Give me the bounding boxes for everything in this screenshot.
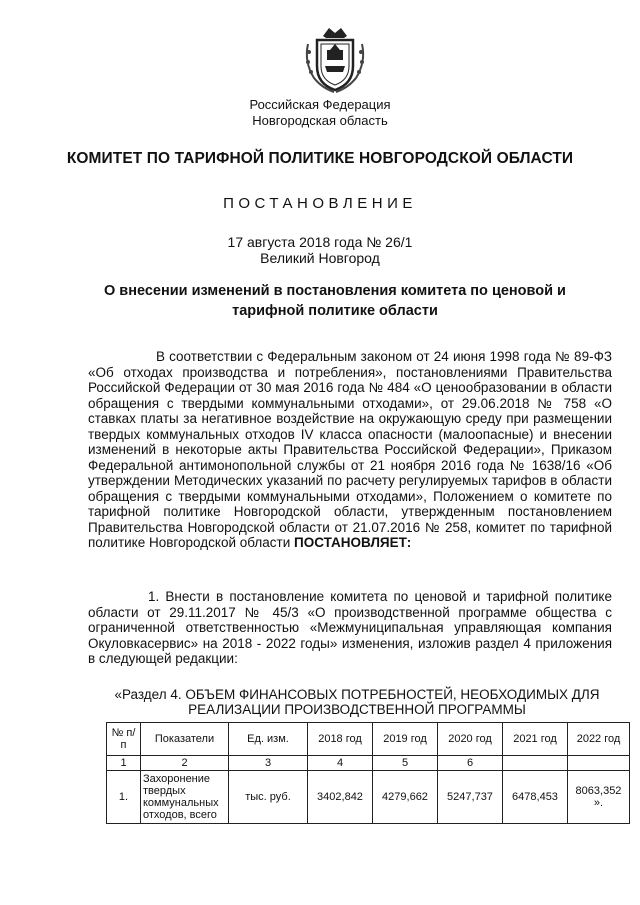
document-type: ПОСТАНОВЛЕНИЕ xyxy=(223,195,417,212)
date-and-number: 17 августа 2018 года № 26/1 xyxy=(227,234,413,250)
table-cell: 6478,453 xyxy=(503,771,568,824)
table-cell: 4279,662 xyxy=(373,771,438,824)
document-title: О внесении изменений в постановления комитета по ценовой и тарифной политике области xyxy=(104,283,566,319)
table-cell: 3402,842 xyxy=(308,771,373,824)
column-number-cell: 1 xyxy=(107,756,141,771)
column-number-cell xyxy=(568,756,630,771)
header-cell: 2020 год xyxy=(438,723,503,756)
column-number-cell: 2 xyxy=(141,756,229,771)
header-cell: 2018 год xyxy=(308,723,373,756)
column-number-cell: 3 xyxy=(229,756,308,771)
clause-1-paragraph: 1. Внести в постановление комитета по ценовой и тарифной политике области от 29.11.2017 № 45/3 «О производственной программе общества с ограниченной ответственностью «Межмуниципальная управляющая компания Окуловкасервис» на 2018 - 2022 годы» изменения, изложив раздел 4 приложения в следующей редакции: xyxy=(88,589,612,666)
table-row xyxy=(107,771,630,824)
column-number-cell: 4 xyxy=(308,756,373,771)
financial-needs-table xyxy=(106,722,630,824)
header-cell: № п/п xyxy=(107,723,141,756)
table-column-numbers-row xyxy=(107,756,630,771)
column-number-cell xyxy=(503,756,568,771)
header-cell: 2019 год xyxy=(373,723,438,756)
country-name: Российская Федерация xyxy=(249,97,391,112)
preamble-text: В соответствии с Федеральным законом от 24 июня 1998 года № 89-ФЗ «Об отходах производства и потребления», постановлениями Правительства Российской Федерации от 30 мая 2016 года № 484 «О ценообразовании в области обращения с твердыми коммунальными отходами», от 29.06.2018 № 758 «О ставках платы за негативное воздействие на окружающую среду при размещении твердых коммунальных отходов IV класса опасности (малоопасные) и внесении изменений в некоторые акты Правительства Российской Федерации», Приказом Федеральной антимонопольной службы от 21 ноября 2016 года № 1638/16 «Об утверждении Методических указаний по расчету регулируемых тарифов в области обращения с твердыми коммунальными отходами», Положением о комитете по тарифной политике Новгородской области, утвержденным постановлением Правительства Новгородской области от 21.07.2016 № 258, комитет по тарифной политике Новгородской области xyxy=(88,349,612,550)
table-cell: 1. xyxy=(107,771,141,824)
preamble-paragraph xyxy=(88,349,612,551)
committee-name: КОМИТЕТ ПО ТАРИФНОЙ ПОЛИТИКЕ НОВГОРОДСКОЙ ОБЛАСТИ xyxy=(66,150,574,167)
decree-word: ПОСТАНОВЛЯЕТ: xyxy=(294,535,412,550)
header-cell: Показатели xyxy=(141,723,229,756)
section-4-title: «Раздел 4. ОБЪЕМ ФИНАНСОВЫХ ПОТРЕБНОСТЕЙ, НЕОБХОДИМЫХ ДЛЯ РЕАЛИЗАЦИИ ПРОИЗВОДСТВЕННОЙ ПРОГРАММЫ xyxy=(114,687,600,717)
column-number-cell: 6 xyxy=(438,756,503,771)
table-header-row xyxy=(107,723,630,756)
table-cell: тыс. руб. xyxy=(229,771,308,824)
header-cell: 2022 год xyxy=(568,723,630,756)
region-name: Новгородская область xyxy=(252,113,388,128)
table-cell: 8063,352 ». xyxy=(568,771,630,824)
header-cell: 2021 год xyxy=(503,723,568,756)
table-cell: Захоронение твердых коммунальных отходов, всего xyxy=(141,771,229,824)
city-name: Великий Новгород xyxy=(260,250,380,266)
coat-of-arms-emblem xyxy=(300,22,370,94)
table-cell: 5247,737 xyxy=(438,771,503,824)
header-cell: Ед. изм. xyxy=(229,723,308,756)
header-country-region xyxy=(0,97,640,129)
column-number-cell: 5 xyxy=(373,756,438,771)
